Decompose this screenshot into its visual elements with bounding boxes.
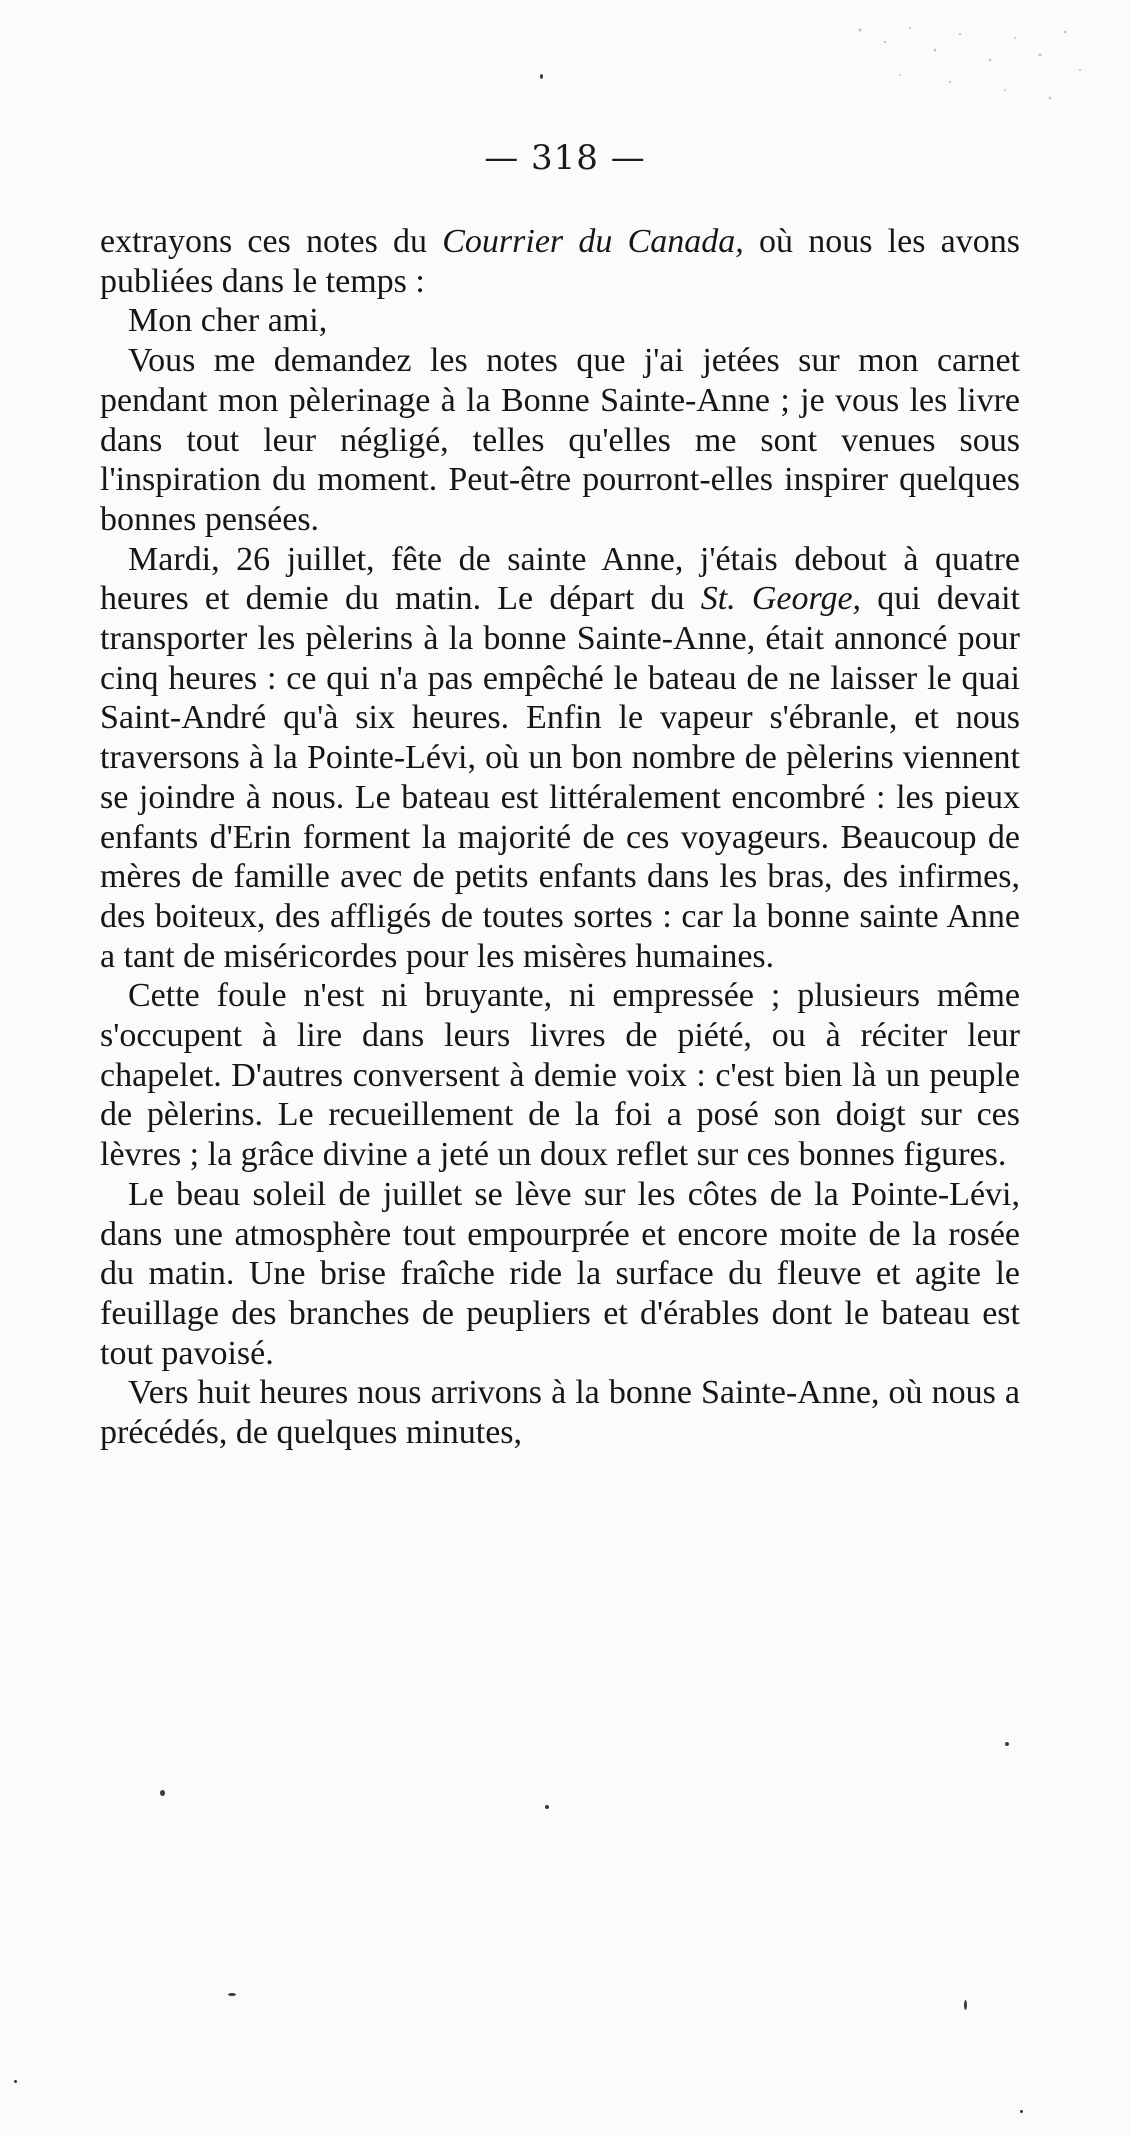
ink-speck — [545, 1805, 549, 1809]
paragraph-intro: extrayons ces notes du Courrier du Canada, où nous les avons publiées dans le temps : — [100, 223, 1020, 300]
paragraph-arrival: Vers huit heures nous arrivons à la bonne Sainte-Anne, où nous a précédés, de quelques minutes, — [100, 1374, 1020, 1452]
print-bleed-texture — [840, 20, 1090, 110]
ink-speck — [1005, 1742, 1009, 1746]
ink-speck — [228, 1993, 236, 1996]
paragraph-crowd: Cette foule n'est ni bruyante, ni empressée ; plusieurs même s'occupent à lire dans leurs livres de piété, ou à réciter leur chapelet. D'autres conversent à demie voix : c'est bien là un peuple de pèlerins. Le recueillement de la foi a posé son doigt sur ces lèvres ; la grâce divine a jeté un doux reflet sur ces bonnes figures. — [100, 977, 1020, 1174]
paragraph-notes: Vous me demandez les notes que j'ai jetées sur mon carnet pendant mon pèlerinage à la Bonne Sainte-Anne ; je vous les livre dans tout leur négligé, telles qu'elles me sont venues sous l'inspiration du moment. Peut-être pourront-elles inspirer quelques bonnes pensées. — [100, 342, 1020, 538]
paragraph-sunrise: Le beau soleil de juillet se lève sur les côtes de la Pointe-Lévi, dans une atmosphère tout empourprée et encore moite de la rosée du matin. Une brise fraîche ride la surface du fleuve et agite le feuillage des branches de peupliers et d'érables dont le bateau est tout pavoisé. — [100, 1175, 1020, 1372]
ink-speck — [1020, 2110, 1023, 2113]
body-text — [100, 222, 1020, 1453]
ink-speck — [160, 1790, 165, 1796]
letter-salutation: Mon cher ami, — [128, 302, 328, 340]
ink-speck — [964, 2000, 967, 2010]
ship-name: St. George, — [700, 580, 862, 618]
ink-speck — [14, 2080, 17, 2083]
newspaper-title: Courrier du Canada, — [442, 223, 744, 260]
paragraph-departure: Mardi, 26 juillet, fête de sainte Anne, j'étais debout à quatre heures et demie du matin. Le départ du St. George, qui devait transporter les pèlerins à la bonne Sainte-Anne, était annoncé pour cinq heures : ce qui n'a pas empêché le bateau de ne laisser le quai Saint-André qu'à six heures. Enfin le vapeur s'ébranle, et nous traversons à la Pointe-Lévi, où un bon nombre de pèlerins viennent se joindre à nous. Le bateau est littéralement encombré : les pieux enfants d'Erin forment la majorité de ces voyageurs. Beaucoup de mères de famille avec de petits enfants dans les bras, des infirmes, des boiteux, des affligés de toutes sortes : car la bonne sainte Anne a tant de miséricordes pour les misères humaines. — [100, 540, 1020, 975]
ink-speck — [540, 74, 543, 79]
page-number: — 318 — — [484, 138, 646, 178]
